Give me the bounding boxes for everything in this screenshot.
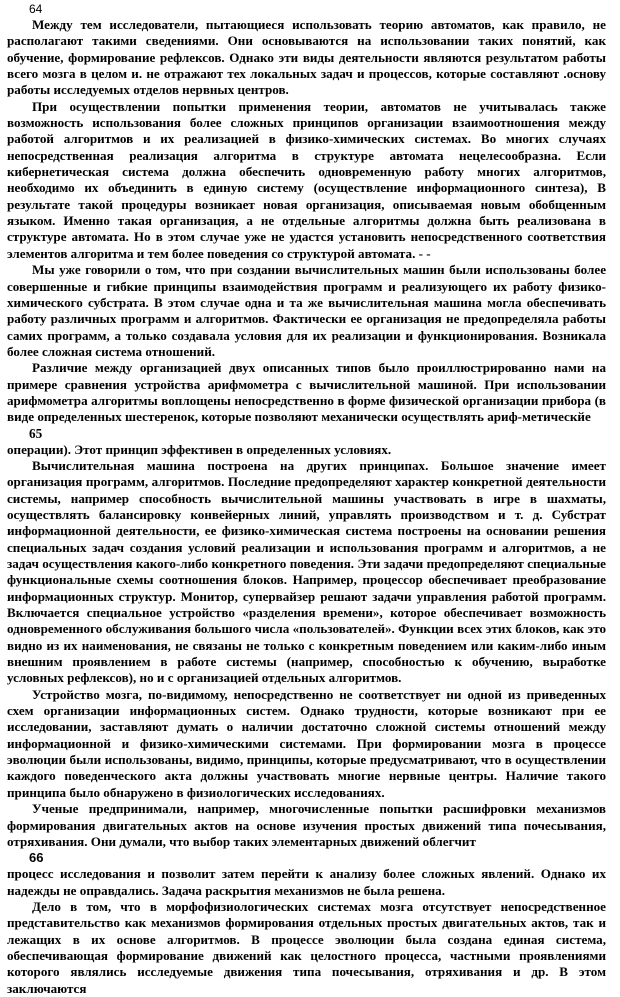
paragraph: Между тем исследователи, пытающиеся использовать теорию автоматов, как правило, не располагают такими сведениями. Они основываются на использовании таких понятий, как обучение, формирование рефлексов. Однако эти виды деятельности являются результатом работы всего мозга в целом и. не отражают тех локальных задач и процессов, которые составляют .основу работы исследуемых отделов нервных центров.: [7, 17, 606, 98]
paragraph-continuation: операции). Этот принцип эффективен в определенных условиях.: [7, 441, 392, 457]
paragraph: Устройство мозга, по-видимому, непосредственно не соответствует ни одной из приведенных схем организации информационных систем. Однако трудности, которые возникают при ее исследовании, заставляют думать о наличии достаточно сложной системы отношений между информационной и физико-химическими системами. При формировании мозга в процессе эволюции были использованы, видимо, принципы, которые предусматривают, что в осуществлении каждого поведенческого акта должны участвовать многие нервные центры. Наличие такого принципа было обнаружено в физиологических исследованиях.: [7, 686, 606, 800]
page-number-66: 66: [29, 850, 44, 866]
paragraph-continuation: процесс исследования и позволит затем перейти к анализу более сложных явлений. Однако их надежды не оправдались. Задача раскрытия механизмов не была решена.: [7, 866, 606, 898]
page-number-64: 64: [29, 2, 43, 16]
paragraph: При осуществлении попытки применения теории, автоматов не учитывалась также возможность использования более сложных принципов организации взаимоотношения между работой алгоритмов и их реализацией в физико-химических системах. Во многих случаях непосредственная реализация алгоритма в структуре автомата нецелесообразна. Если кибернетическая система должна обеспечить одновременную работу многих алгоритмов, необходимо их объединить в единую систему (осуществление информационного синтеза), В результате такой процедуры возникает новая организация, описываемая новым обобщенным языком. Именно такая организация, а не отдельные алгоритмы должна быть реализована в структуре автомата. Но в этом случае уже не удастся установить непосредственного соответствия элементов алгоритма и тем более поведения со структурой автомата. - -: [7, 98, 606, 261]
page-number-65: 65: [29, 425, 43, 441]
paragraph: Вычислительная машина построена на других принципах. Большое значение имеет организация программ, алгоритмов. Последние предопределяют характер конкретной деятельности системы, например способность вычислительной машины участвовать в игре в шахматы, осуществлять балансировку конвейерных линий, управлять производством и т. д. Субстрат информационной деятельности, ее физико-химическая система построены на основании решения специальных задач создания условий реализации и использования программ и алгоритмов, а не задач осуществления какого-либо конкретного поведения. Эти задачи предопределяют специальные функциональные схемы соотношения блоков. Например, процессор обеспечивает преобразование информационных структур. Монитор, супервайзер решают задачи управления работой программ. Включается специальное устройство «разделения времени», которое обеспечивает возможность одновременного обслуживания большого числа «пользователей». Функции всех этих блоков, как это видно из их наименования, не связаны не только с конкретным поведением или каким-либо иным внешним проявлением в работе системы (например, способностью к обучению, выработке условных рефлексов), но и с организацией отдельных алгоритмов.: [7, 457, 606, 686]
paragraph: Мы уже говорили о том, что при создании вычислительных машин были использованы более совершенные и гибкие принципы взаимодействия программ и реализующего их работу физико-химического субстрата. В этом случае одна и та же вычислительная машина могла обеспечивать работу различных программ и алгоритмов. Фактически ее организация не предопределяла работы самих программ, а только создавала условия для их реализации и функционирования. Возникала более сложная система отношений.: [7, 262, 606, 359]
paragraph: Дело в том, что в морфофизиологических системах мозга отсутствует непосредственное представительство как механизмов формирования отдельных простых двигательных актов, так и лежащих в их основе алгоритмов. В процессе эволюции была создана единая система, обеспечивающая формирование движений как целостного процесса, частными проявлениями которого являлись исследуемые движения типа почесывания, отряхивания и др. В этом заключаются: [7, 898, 606, 996]
paragraph: Различие между организацией двух описанных типов было проиллюстрированно нами на примере сравнения устройства арифмометра с вычислительной машиной. При использовании арифмометра алгоритмы воплощены непосредственно в форме физической организации прибора (в виде определенных шестеренок, которые позволяют механически осуществлять ариф-метическйе: [7, 360, 606, 425]
paragraph: Ученые предпринимали, например, многочисленные попытки расшифровки механизмов формирования двигательных актов на основе изучения простых движений типа почесывания, отряхивания. Они думали, что выбор таких элементарных движений облегчит: [7, 801, 606, 849]
